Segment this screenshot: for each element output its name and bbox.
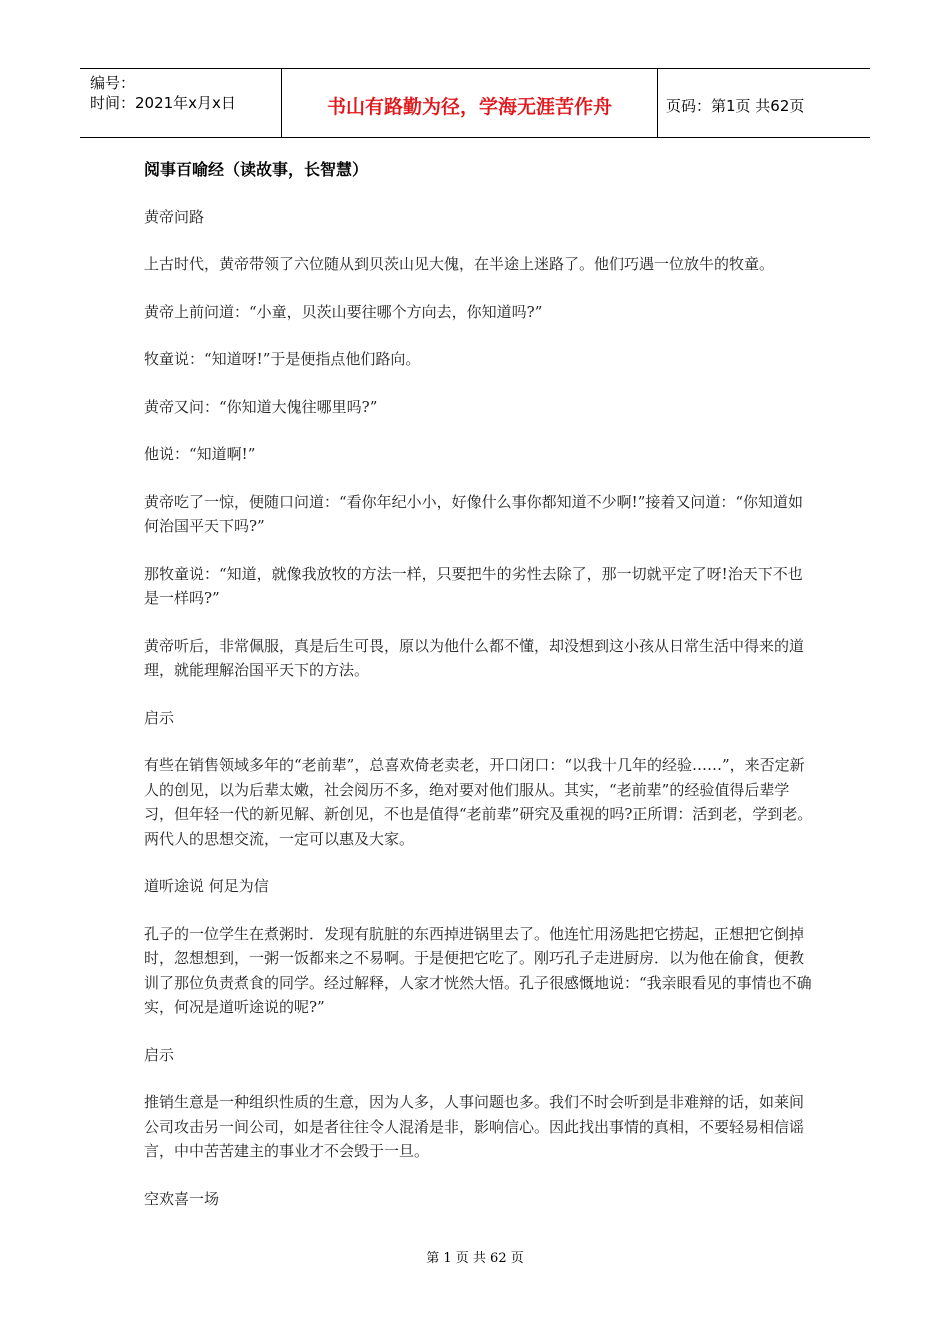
header-page-info: 页码：第1页 共62页: [666, 96, 805, 115]
page-footer: 第 1 页 共 62 页: [426, 1251, 524, 1266]
paragraph: 道听途说 何足为信: [144, 877, 269, 895]
paragraph: 黄帝问路: [144, 207, 205, 226]
article-body: [144, 158, 814, 1234]
header-left-cell: [80, 69, 282, 137]
paragraph: 黄帝又问：“你知道大傀往哪里吗?”: [144, 397, 378, 416]
paragraph: 孔子的一位学生在煮粥时．发现有肮脏的东西掉进锅里去了。他连忙用汤匙把它捞起，正想把它倒掉时，忽想想到，一粥一饭都来之不易啊。于是便把它吃了。刚巧孔子走进厨房．以为他在偷食，便教训了那位负责煮食的同学。经过解释，人家才恍然大悟。孔子很感慨地说：“我亲眼看见的事情也不确实，何况是道听途说的呢?”: [144, 924, 812, 1016]
paragraph: 启示: [144, 1045, 175, 1064]
paragraph: 黄帝吃了一惊，便随口问道：“看你年纪小小，好像什么事你都知道不少啊!”接着又问道：“你知道如何治国平天下吗?”: [144, 492, 804, 535]
date-label: 时间：2021年x月x日: [90, 94, 236, 112]
header-motto: 书山有路勤为径，学海无涯苦作舟: [282, 69, 658, 137]
paragraph: 启示: [144, 708, 175, 727]
paragraph: 上古时代，黄帝带领了六位随从到贝茨山见大傀，在半途上迷路了。他们巧遇一位放牛的牧童。: [144, 255, 775, 273]
serial-label: 编号：: [90, 74, 136, 92]
paragraph: 推销生意是一种组织性质的生意，因为人多，人事问题也多。我们不时会听到是非难辩的话，如莱间公司攻击另一间公司，如是者往往令人混淆是非，影响信心。因此找出事情的真相，不要轻易相信谣言，中中苦苦建主的事业才不会毁于一旦。: [144, 1093, 805, 1160]
paragraph: 他说：“知道啊!”: [144, 445, 256, 463]
page-header: [80, 68, 870, 138]
paragraph: 空欢喜一场: [144, 1189, 220, 1208]
paragraph: 有些在销售领域多年的“老前辈”，总喜欢倚老卖老，开口闭口：“以我十几年的经验……”，来否定新人的创见，以为后辈太嫩，社会阅历不多，绝对要对他们服从。其实，“老前辈”的经验值得后辈学习，但年轻一代的新见解、新创见，不也是值得“老前辈”研究及重视的吗?正所谓：活到老，学到老。两代人的思想交流，一定可以惠及大家。: [144, 756, 813, 848]
paragraph: 黄帝听后，非常佩服，真是后生可畏，原以为他什么都不懂，却没想到这小孩从日常生活中得来的道理，就能理解治国平天下的方法。: [144, 636, 805, 679]
paragraph: 黄帝上前问道：“小童，贝茨山要往哪个方向去，你知道吗?”: [144, 302, 543, 321]
article-title: 阅事百喻经（读故事，长智慧）: [144, 160, 369, 179]
paragraph: 那牧童说：“知道，就像我放牧的方法一样，只要把牛的劣性去除了，那一切就平定了呀!治天下不也是一样吗?”: [144, 564, 803, 607]
paragraph: 牧童说：“知道呀!”于是便指点他们路向。: [144, 350, 421, 368]
